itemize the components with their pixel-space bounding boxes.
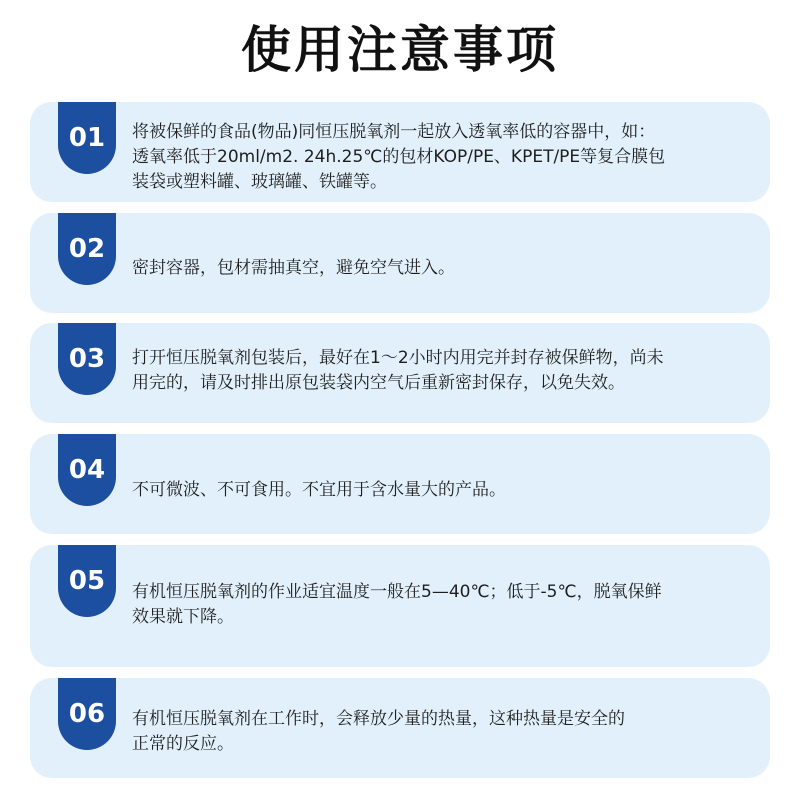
number-badge	[58, 323, 116, 395]
notice-text: 有机恒压脱氧剂在工作时，会释放少量的热量，这种热量是安全的 正常的反应。	[132, 709, 625, 754]
number-badge	[58, 213, 116, 285]
notice-card-02	[30, 213, 770, 313]
badge-number: 04	[68, 455, 106, 485]
notice-card-06	[30, 678, 770, 778]
badge-number: 05	[68, 566, 106, 596]
notice-text: 将被保鲜的食品(物品)同恒压脱氧剂一起放入透氧率低的容器中，如： 透氧率低于20ml/m2. 24h.25℃的包材KOP/PE、KPET/PE等复合膜包 装袋或塑料罐、玻璃罐、铁罐等。	[132, 122, 666, 192]
number-badge	[58, 434, 116, 506]
notice-card-05	[30, 545, 770, 667]
notice-text: 不可微波、不可食用。不宜用于含水量大的产品。	[132, 480, 506, 500]
badge-number: 06	[68, 699, 106, 729]
number-badge	[58, 102, 116, 174]
page-title: 使用注意事项	[241, 21, 559, 79]
badge-number: 03	[68, 344, 106, 374]
notice-card-04	[30, 434, 770, 534]
badge-number: 01	[68, 123, 106, 153]
number-badge	[58, 678, 116, 750]
notice-card-03	[30, 323, 770, 423]
badge-number: 02	[68, 234, 106, 264]
notice-card-01	[30, 102, 770, 202]
notice-text: 打开恒压脱氧剂包装后，最好在1～2小时内用完并封存被保鲜物，尚未 用完的，请及时排出原包装袋内空气后重新密封保存，以免失效。	[132, 348, 664, 393]
notice-text: 有机恒压脱氧剂的作业适宜温度一般在5—40℃；低于-5℃，脱氧保鲜 效果就下降。	[132, 582, 662, 627]
notice-text: 密封容器，包材需抽真空，避免空气进入。	[132, 258, 455, 278]
number-badge	[58, 545, 116, 617]
